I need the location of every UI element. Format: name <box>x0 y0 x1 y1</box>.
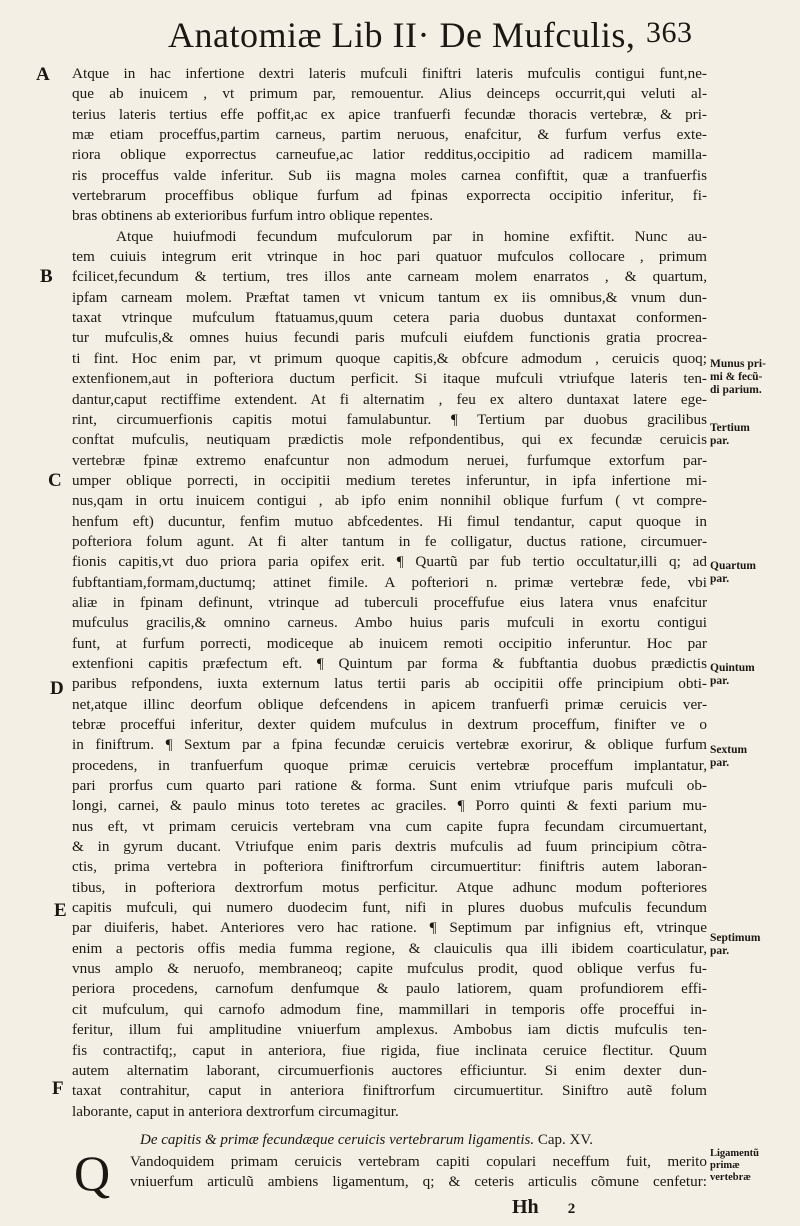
margin-letter-f: F <box>52 1078 64 1099</box>
text-line: longi, carnei, & paulo minus toto teretes ac graciles. ¶ Porro quinti & fexti parium mu- <box>72 797 707 815</box>
text-line: ctis, prima vertebra in pofteriora finiftrorfum circumuertitur: finiftris autem laboran- <box>72 858 707 876</box>
margin-note-quartum: Quartum par. <box>710 560 756 585</box>
text-line: dantur,caput rectiffime extendent. At fi alternatim , feu ex altero duntaxat latere ege- <box>72 390 707 408</box>
text-line: rint, circumuerfionis capitis motui famulabuntur. ¶ Tertium par duobus gracilibus <box>72 410 707 428</box>
text-line: tur mufculis,& omnes huius fecundi paris mufculi eiufdem functionis gratia procrea- <box>72 329 707 347</box>
text-line: in finiftrum. ¶ Sextum par a fpina fecundæ ceruicis vertebræ exorirur, & oblique furfum <box>72 736 707 754</box>
text-line: vertebræ fpinæ extremo enafcuntur non admodum neruei, furfumque extorfum par- <box>72 451 707 469</box>
text-line: vnus amplo & neruofo, membraneoq; capite mufculus prodit, quod oblique verfus fu- <box>72 960 707 978</box>
margin-note-ligamentum: Ligamentũ primæ vertebræ <box>710 1148 760 1183</box>
text-line: laborante, caput in anteriora dextrorfum circumagitur. <box>72 1102 399 1120</box>
text-line: taxat contrahitur, caput in anteriora finiftrorfum circumuertitur. Siniftro autẽ folum <box>72 1082 707 1100</box>
text-line: vniuerfum articulũ ambiens ligamentum, q; & ceteris articulis cõmune cenfetur: <box>130 1173 707 1191</box>
margin-letter-a: A <box>36 64 50 85</box>
text-line: fionis capitis,vt duo priora paria opifex erit. ¶ Quartũ par fub tertio occultatur,illi q; ad <box>72 553 707 571</box>
text-line: extenfionem,aut in pofteriora ductum perficit. Si itaque mufculi vtriufque lateris ten- <box>72 370 707 388</box>
chapter-title: De capitis & primæ fecundæque ceruicis vertebrarum ligamentis. <box>140 1132 535 1148</box>
text-line: cit mufculum, qui carnofo admodum fine, mammillari in temporis offe proceffui in- <box>72 1000 707 1018</box>
text-line: riora oblique exporrectus carneufue,ac latior redditus,occipitio ad radicem mamilla- <box>72 146 707 164</box>
text-line: pofteriora folum agunt. At fi alter tantum in fe colligatur, ductus ratione, circumuer- <box>72 532 707 550</box>
text-line: mæ etiam proceffus,partim carneus, partim neruous, enafcitur, & furfum verfus exte- <box>72 126 707 144</box>
text-line: Atque huiufmodi fecundum mufculorum par in homine exfiftit. Nunc au- <box>116 227 707 245</box>
text-line: tibus, in pofteriora dextrorfum motus perficitur. Atque adhunc modum pofteriores <box>72 878 707 896</box>
text-line: bras obtinens ab exterioribus furfum intro oblique repentes. <box>72 207 434 225</box>
text-line: fcilicet,fecundum & tertium, tres illos ante carneam molem enarratos , & quartum, <box>72 268 707 286</box>
text-line: henfum eft) ducuntur, fenfim mutuo abfcedentes. Hi fimul tendantur, caput quoque in <box>72 512 707 530</box>
text-line: capitis mufculi, qui numero duodecim funt, nifi in plures duobus mufculis fecundum <box>72 899 707 917</box>
signature-letters: Hh <box>512 1196 539 1218</box>
margin-note-septimum: Septimum par. <box>710 932 761 957</box>
text-line: tem cuiuis integrum erit vtrinque in hoc pari quatuor mufculos collocare , primum <box>72 248 707 266</box>
text-line: Vandoquidem primam ceruicis vertebram capiti copulari neceffum fuit, merito <box>130 1153 707 1170</box>
text-line: vertebrarum proceffibus oblique furfum ad fpinas exporrecta occipitio inferitur, fi- <box>72 187 707 205</box>
text-line: umper oblique porrecti, in occipitii medium teretes inferuntur, in ipfa infertione mi- <box>72 471 707 489</box>
text-line: extenfioni capitis præfectum eft. ¶ Quintum par forma & fubftantia duobus prædictis <box>72 654 707 672</box>
text-line: nus eft, vt primam ceruicis vertebram vna cum capite fupra fecundam circumuertant, <box>72 817 707 835</box>
signature-mark <box>512 1196 575 1219</box>
text-line: par diuiferis, habet. Anteriores vero hac ratione. ¶ Septimum par infignius eft, vtrinque <box>72 919 707 937</box>
margin-note-quintum: Quintum par. <box>710 662 755 687</box>
text-line: nus,qam in ortu inuicem contigui , ab ipfo enim nonnihil oblique furfum ( vt compre- <box>72 492 707 510</box>
chapter-opening-text <box>130 1152 707 1193</box>
margin-letter-c: C <box>48 470 62 491</box>
text-line: terius lateris tertius effe poffit,ac ex apice tranfuerfi fecundæ thoracis vertebræ, & pri- <box>72 105 707 123</box>
text-line: periora procedens, carnofum denfumque & paulo latiorem, quam profundiorem effi- <box>72 980 707 998</box>
margin-note-munus: Munus pri- mi & fecũ- di parium. <box>710 358 766 396</box>
text-line: tebræ proceffui inferitur, dexter quidem mufculus in dextrum proceffum, finifter ve o <box>72 716 707 733</box>
chapter-heading <box>140 1132 702 1149</box>
running-header <box>168 14 708 60</box>
chapter-label: Cap. XV. <box>537 1132 594 1148</box>
text-line: & in gyrum ducant. Vtriufque enim paris dextris mufculis ad fuum principium cõtra- <box>72 838 707 856</box>
text-line: ti fint. Hoc enim par, vt primum quoque capitis,& obfcure admodum , ceruicis quoq; <box>72 349 707 367</box>
text-line: que ab inuicem , vt primum par, remouentur. Alius deinceps occurrit,qui veluti al- <box>72 85 707 103</box>
text-line: funt, at furfum porrecti, modiceque ab inuicem remoti occipitio inferuntur. Hoc par <box>72 634 707 652</box>
text-line: autem alternatim laborant, circumuerfionis auctores efficiuntur. Si enim dexter dun- <box>72 1061 707 1079</box>
margin-letter-b: B <box>40 266 53 287</box>
text-line: fis contractifq;, caput in anteriora, fiue rigida, fiue inclinata ceruice flectitur. Quum <box>72 1041 707 1059</box>
text-line: paribus refpondens, iuxta externum latus tertii paris ab occipitii offe principium obti- <box>72 675 707 693</box>
text-line: net,atque illinc deorfum oblique defcendens in apicem tranfuerfi primæ ceruicis ver- <box>72 695 707 713</box>
margin-note-sextum: Sextum par. <box>710 744 748 769</box>
main-text <box>72 64 707 1122</box>
text-line: mufculus gracilis,& omnino carneus. Ambo huius paris mufculi in exortu contigui <box>72 614 707 632</box>
text-line: taxat vtrinque mufculum ftatuamus,quum cetera paria duobus duntaxat conformen- <box>72 309 707 327</box>
text-line: fubftantiam,formam,ductumq; attinet fimile. A pofteriori n. primæ vertebræ fede, vbi <box>72 573 707 591</box>
text-line: ris proceffus valde inferitur. Sub iis magna moles carnea confiftit, quæ a tranfuerfis <box>72 166 707 184</box>
margin-letter-e: E <box>54 900 67 921</box>
text-line: pari prorfus cum quarto pari ratione & forma. Sunt enim vtriufque paris mufculi ob- <box>72 777 707 795</box>
text-line: aliæ in fpinam definunt, vtrinque ad tuberculi proceffufue eius latera vnus enafcitur <box>72 593 707 611</box>
text-line: enim a pectoris offis media fumma regione, & clauiculis qua illi ibidem coarticulatur, <box>72 939 707 957</box>
margin-letter-d: D <box>50 678 64 699</box>
margin-note-tertium: Tertium par. <box>710 422 750 447</box>
text-line: conftat mufculis, neutiquam prædictis mole refpondentibus, qui ex fecundæ ceruicis <box>72 431 707 449</box>
text-line: ipfam carneam molem. Præftat tamen vt vnicum tantum ex iis omnibus,& vnum dun- <box>72 288 707 306</box>
text-line: procedens, in tranfuerfum quoque primæ ceruicis vertebræ proceffum implantatur, <box>72 756 707 774</box>
page-number: 363 <box>646 16 693 49</box>
text-line: feritur, illum fui amplitudine vniuerfum amplexus. Ambobus iam dictis mufculis ten- <box>72 1021 707 1039</box>
drop-cap: Q <box>74 1145 111 1201</box>
text-line: Atque in hac infertione dextri lateris mufculi finiftri lateris mufculis contigui funt,ne- <box>72 65 707 82</box>
running-title: Anatomiæ Lib II· De Mufculis, <box>168 15 636 55</box>
signature-number: 2 <box>567 1201 576 1217</box>
